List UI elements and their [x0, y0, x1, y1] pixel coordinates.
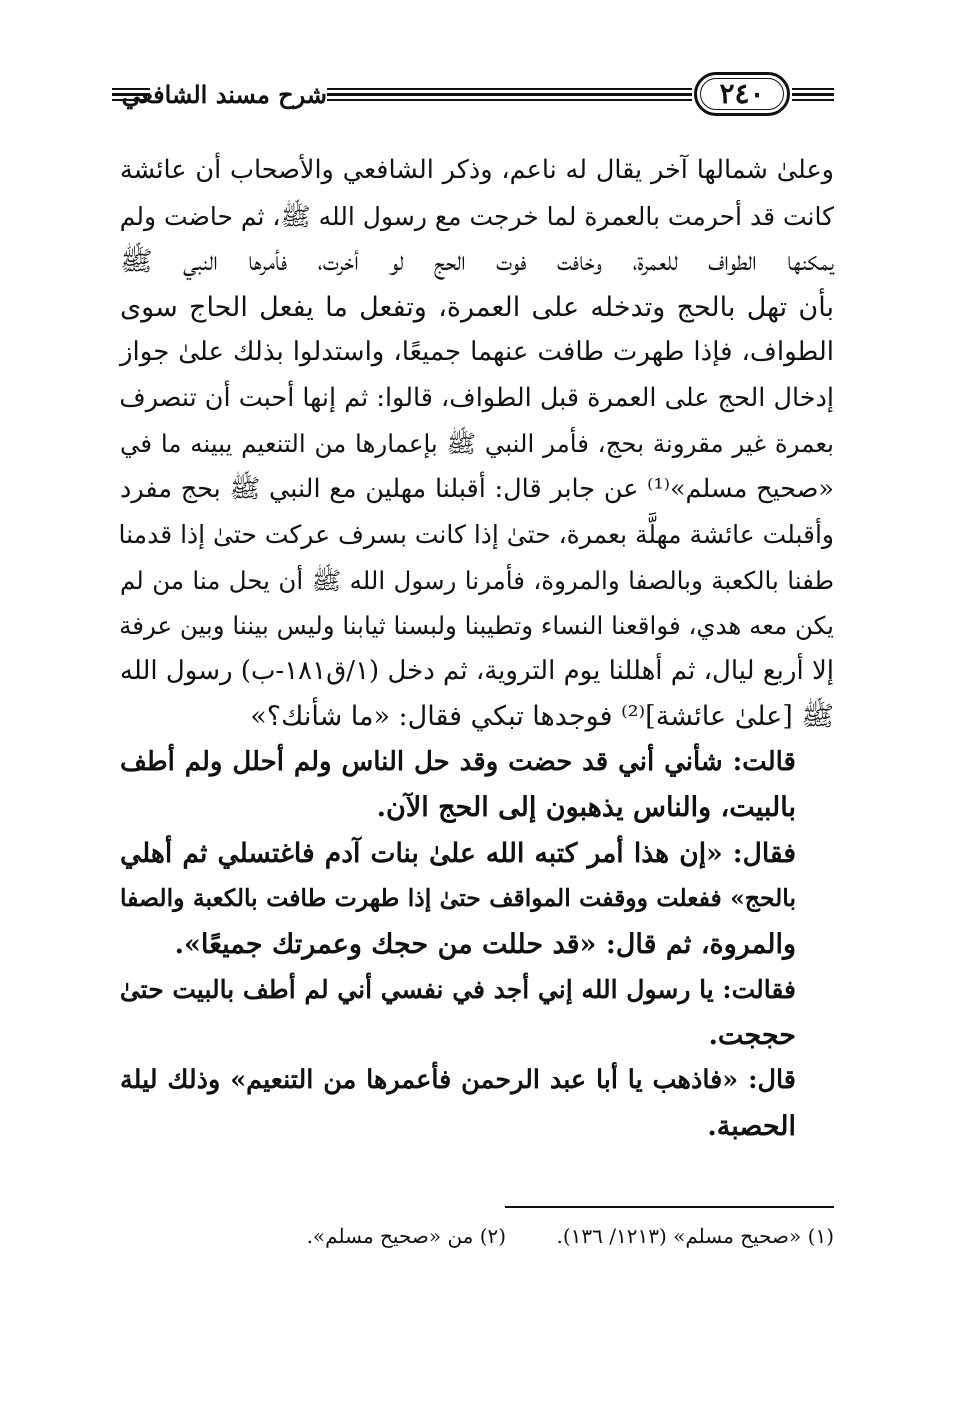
text-line: طفنا بالكعبة وبالصفا والمروة، فأمرنا رسول الله ﷺ أن يحل منا من لم — [120, 565, 834, 595]
text-line: الحصبة. — [707, 1110, 796, 1142]
text-line: إلا أربع ليال، ثم أهللنا يوم التروية، ثم دخل (١/ق١٨١-ب) رسول الله — [119, 655, 834, 686]
page-number: ٢٤٠ — [719, 77, 765, 110]
header-rule-right — [792, 88, 834, 102]
footnotes — [220, 1218, 834, 1258]
text-line: «صحيح مسلم»⁽¹⁾ عن جابر قال: أقبلنا مهلين مع النبي ﷺ بحج مفرد — [120, 473, 834, 504]
text-line: قالت: شأني أني قد حضت وقد حل الناس ولم أحلل ولم أطف — [120, 746, 796, 777]
text-line: ﷺ [علىٰ عائشة]⁽²⁾ فوجدها تبكي فقال: «ما شأنك؟» — [250, 701, 834, 732]
paragraph-aisha-reply — [120, 740, 834, 831]
text-line: كانت قد أحرمت بالعمرة لما خرجت مع رسول الله ﷺ، ثم حاضت ولم — [119, 201, 834, 231]
header-rule-middle — [327, 88, 692, 102]
footnote-1: (١) «صحيح مسلم» (١٢١٣/ ١٣٦). — [556, 1224, 834, 1248]
text-line: يكن معه هدي، فواقعنا النساء وتطيبنا ولبسنا ثيابنا وليس بيننا وبين عرفة — [119, 611, 834, 640]
text-line: وأقبلت عائشة مهلَّة بعمرة، حتىٰ إذا كانت بسرف عركت حتىٰ إذا قدمنا — [118, 520, 834, 549]
text-line: وعلىٰ شمالها آخر يقال له ناعم، وذكر الشافعي والأصحاب أن عائشة — [120, 155, 834, 185]
footnote-2: (٢) من «صحيح مسلم». — [306, 1224, 507, 1248]
text-line: يمكنها الطواف للعمرة، وخافت فوت الحج لو أخرت، فأمرها النبي ﷺ — [120, 246, 834, 277]
text-line: إدخال الحج على العمرة قبل الطواف، قالوا: ثم إنها أحبت أن تنصرف — [119, 382, 834, 413]
paragraph-final-instruction — [120, 1058, 834, 1149]
text-line: بالبيت، والناس يذهبون إلى الحج الآن. — [376, 792, 796, 823]
page-header — [112, 66, 834, 124]
page-number-badge — [694, 72, 790, 116]
text-line: بأن تهل بالحج وتدخله على العمرة، وتفعل ما يفعل الحاج سوى — [120, 291, 834, 323]
text-line: الطواف، فإذا طهرت طافت عنهما جميعًا، واستدلوا بذلك علىٰ جواز — [120, 337, 834, 367]
paragraph-prophet-reply — [120, 831, 834, 968]
text-line: قال: «فاذهب يا أبا عبد الرحمن فأعمرها من التنعيم» وذلك ليلة — [120, 1065, 796, 1095]
footnote-separator — [505, 1206, 834, 1208]
text-line: بعمرة غير مقرونة بحج، فأمر النبي ﷺ بإعمارها من التنعيم يبينه ما في — [120, 429, 834, 458]
paragraph-aisha-request — [120, 967, 834, 1058]
paragraph-narration — [120, 148, 834, 740]
text-line: بالحج» ففعلت ووقفت المواقف حتىٰ إذا طهرت طافت بالكعبة والصفا — [120, 884, 796, 912]
page-body — [120, 148, 834, 1149]
book-title: شرح مسند الشافعي — [121, 80, 327, 109]
text-line: فقال: «إن هذا أمر كتبه الله علىٰ بنات آدم فاغتسلي ثم أهلي — [120, 837, 796, 869]
text-line: حججت. — [708, 1019, 796, 1051]
text-line: فقالت: يا رسول الله إني أجد في نفسي أني لم أطف بالبيت حتىٰ — [119, 975, 796, 1004]
text-line: والمروة، ثم قال: «قد حللت من حجك وعمرتك جميعًا». — [174, 928, 796, 960]
